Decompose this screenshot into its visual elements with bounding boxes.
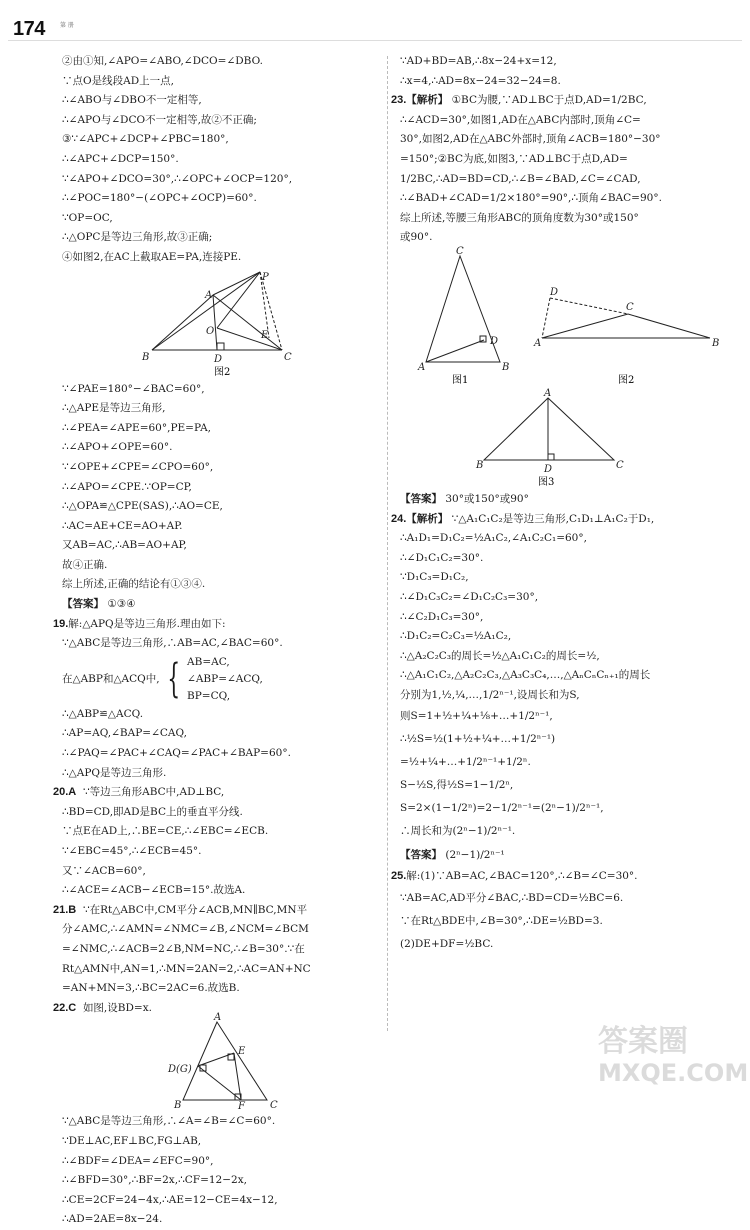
point-label: C <box>626 301 634 313</box>
left-column <box>53 52 380 1230</box>
text-line: =150°;②BC为底,如图3,∵AD⊥BC于点D,AD= <box>400 152 628 165</box>
text-line: ∴△A₁C₁C₂,△A₂C₂C₃,△A₃C₃C₄,…,△AₙCₙCₙ₊₁的周长 <box>400 669 651 682</box>
answer-value: 30°或150°或90° <box>445 492 529 505</box>
point-label: P <box>262 271 269 283</box>
text-line: ∵△A₁C₁C₂是等边三角形,C₁D₁⊥A₁C₂于D₁, <box>451 512 655 525</box>
text-line: ∴∠C₂D₁C₃=30°, <box>400 610 484 623</box>
question-20 <box>53 783 380 901</box>
figure-caption: 图1 <box>452 374 469 386</box>
answer-value: (2ⁿ−1)/2ⁿ⁻¹ <box>445 849 505 862</box>
text-line: ∵点O是线段AD上一点, <box>62 74 174 87</box>
text-line: ∵OP=OC, <box>62 211 113 224</box>
fraction: 1/2 <box>489 192 507 205</box>
point-label: D <box>550 286 559 298</box>
question-number: 19. <box>53 617 69 630</box>
text-line: ∵D₁C₃=D₁C₂, <box>400 571 469 584</box>
figure-3-triangle <box>400 387 720 488</box>
question-24 <box>391 510 722 844</box>
text-line: ∴∠ABO与∠DBO不一定相等, <box>62 94 202 107</box>
right-column <box>391 52 722 956</box>
question-22 <box>53 999 380 1230</box>
q18-part-a <box>62 52 380 268</box>
text-line: ∵∠PAE=180°−∠BAC=60°, <box>62 382 205 395</box>
text-line: ∵∠OPE+∠CPE=∠CPO=60°, <box>62 460 214 473</box>
text-line: ∴∠ACD=30°,如图1,AD在△ABC内部时,顶角∠C= <box>400 113 641 126</box>
watermark-line-2: MXQE.COM <box>598 1059 749 1087</box>
text-line: S=2×(1−1/2ⁿ)=2−1/2ⁿ⁻¹=(2ⁿ−1)/2ⁿ⁻¹, <box>400 802 604 815</box>
answer-24 <box>400 843 722 867</box>
point-label: B <box>142 351 150 363</box>
text-line: ∴∠D₁C₁C₂=30°. <box>400 551 484 564</box>
text-line: ∴∠POC=180°−(∠OPC+∠OCP)=60°. <box>62 192 257 205</box>
text-line: ∴△OPA≌△CPE(SAS),∴AO=CE, <box>62 500 223 513</box>
answer-23 <box>400 490 722 510</box>
text-line: Rt△AMN中,AN=1,∴MN=2AN=2,∴AC=AN+NC <box>62 962 311 975</box>
text-line: 故④正确. <box>62 558 108 571</box>
text-line: 又AB=AC,∴AB=AO+AP, <box>62 539 187 552</box>
point-label: B <box>476 459 484 471</box>
point-label: O <box>206 325 215 337</box>
question-number: 21. <box>53 903 69 916</box>
text-line: ∵在Rt△ABC中,CM平分∠ACB,MN∥BC,MN平 <box>82 903 308 916</box>
text-line: ④如图2,在AC上截取AE=PA,连接PE. <box>62 250 242 263</box>
text-line: 如图,设BD=x. <box>82 1001 152 1014</box>
text-line: =AN+MN=3,∴BC=2AC=6.故选B. <box>62 982 240 995</box>
text-line: ∴x=4,∴AD=8x−24=32−24=8. <box>400 74 561 87</box>
text-line: ∵∠APO+∠DCO=30°,∴∠OPC+∠OCP=120°, <box>62 172 293 185</box>
figure-2-triangle <box>62 270 362 378</box>
text-line: ∴½S=½(1+½+¼+…+1/2ⁿ⁻¹) <box>400 733 556 746</box>
point-label: B <box>174 1100 182 1112</box>
question-19 <box>53 615 380 784</box>
question-number: 20. <box>53 786 69 799</box>
answer-tag: 【答案】 <box>62 598 104 611</box>
text-line: ∵AB=AC,AD平分∠BAC,∴BD=CD=½BC=6. <box>400 892 624 905</box>
text-line: ∴AP=AQ,∠BAP=∠CAQ, <box>62 727 187 740</box>
text-line: ∴∠ACE=∠ACB−∠ECB=15°.故选A. <box>62 884 246 897</box>
text-line: ∴∠APO+∠OPE=60°. <box>62 441 173 454</box>
point-label: D <box>490 335 499 347</box>
text-line: ∵△ABC是等边三角形,∴AB=AC,∠BAC=60°. <box>62 637 283 650</box>
point-label: D(G) <box>168 1064 192 1076</box>
equation: AB=AC, <box>187 655 230 668</box>
text-line: ×180°=90°,∴顶角∠BAC=90°. <box>506 192 662 205</box>
text-line: ∴△OPC是等边三角形,故③正确; <box>62 231 213 244</box>
text-line: ∴CE=2CF=24−4x,∴AE=12−CE=4x−12, <box>62 1193 278 1206</box>
question-number: 22. <box>53 1001 69 1014</box>
text-line: ∴周长和为(2ⁿ−1)/2ⁿ⁻¹. <box>400 825 516 838</box>
text-line: 30°,如图2,AD在△ABC外部时,顶角∠ACB=180°−30° <box>400 133 661 146</box>
text-line: ∴∠PAQ=∠PAC+∠CAQ=∠PAC+∠BAP=60°. <box>62 747 291 760</box>
point-label: A <box>205 289 213 301</box>
text-line: ∴△APE是等边三角形, <box>62 402 166 415</box>
text-line: ∴A₁D₁=D₁C₂=½A₁C₂,∠A₁C₂C₁=60°, <box>400 532 587 545</box>
text-line: ∵点E在AD上,∴BE=CE,∴∠EBC=∠ECB. <box>62 825 269 838</box>
text-line: 又∵∠ACB=60°, <box>62 864 146 877</box>
fraction: 1/2 <box>610 94 628 107</box>
text-line: ①BC为腰,∵AD⊥BC于点D,AD= <box>451 94 611 107</box>
point-label: B <box>712 337 720 349</box>
header-rule <box>8 40 742 41</box>
text-line: 则S=1+½+¼+⅛+…+1/2ⁿ⁻¹, <box>400 710 553 723</box>
column-divider <box>387 56 388 1031</box>
point-label: D <box>544 463 553 475</box>
text-line: =½+¼+…+1/2ⁿ⁻¹+1/2ⁿ. <box>400 756 531 769</box>
text-line: 在△ABP和△ACQ中, <box>62 672 160 685</box>
analysis-tag: 【解析】 <box>406 94 449 107</box>
question-23 <box>391 91 722 248</box>
answer-tag: 【答案】 <box>400 492 442 505</box>
text-line: ∴∠BFD=30°,∴BF=2x,∴CF=12−2x, <box>62 1174 247 1187</box>
figure-22-triangle <box>62 1012 362 1113</box>
text-line: ∴△A₂C₂C₃的周长=½△A₁C₁C₂的周长=½, <box>400 649 600 662</box>
choice-answer: B <box>68 903 77 916</box>
text-line: ∴∠PEA=∠APE=60°,PE=PA, <box>62 421 211 434</box>
equation: BP=CQ, <box>187 689 231 702</box>
text-line: ∵AD+BD=AB,∴8x−24+x=12, <box>400 55 557 67</box>
point-label: A <box>418 361 426 373</box>
text-line: 或90°. <box>400 231 433 244</box>
figure-caption: 图2 <box>618 374 635 386</box>
fraction: 1/2 <box>400 172 417 185</box>
figure-caption: 图2 <box>214 366 231 378</box>
page-number: 174 <box>13 18 45 40</box>
text-line: 综上所述,正确的结论有①③④. <box>62 578 206 591</box>
text-line: ∴∠BDF=∠DEA=∠EFC=90°, <box>62 1154 214 1167</box>
text-line: ∴∠D₁C₃C₂=∠D₁C₂C₃=30°, <box>400 590 539 603</box>
text-line: ③∵∠APC+∠DCP+∠PBC=180°, <box>62 133 229 146</box>
text-line: ∴∠APO=∠CPE.∵OP=CP, <box>62 480 192 493</box>
left-brace: { <box>166 656 180 703</box>
point-label: A <box>214 1012 222 1024</box>
text-line: ∴AD=2AE=8x−24. <box>62 1213 163 1226</box>
watermark-line-1: 答案圈 <box>598 1024 688 1059</box>
point-label: B <box>502 361 510 373</box>
text-line: ∵△ABC是等边三角形,∴∠A=∠B=∠C=60°. <box>62 1115 276 1128</box>
text-line: BC,∴AD=BD=CD,∴∠B=∠BAD,∠C=∠CAD, <box>416 172 641 185</box>
point-label: C <box>456 245 464 257</box>
analysis-tag: 【解析】 <box>406 512 449 525</box>
point-label: E <box>261 329 269 341</box>
equation: ∠ABP=∠ACQ, <box>187 672 263 685</box>
text-line: ∴△ABP≌△ACQ. <box>62 707 144 720</box>
point-label: C <box>270 1100 278 1112</box>
text-line: 解:△APQ是等边三角形.理由如下: <box>68 617 226 630</box>
page-mark: 第 册 <box>60 22 74 29</box>
text-line: ∴△APQ是等边三角形. <box>62 766 167 779</box>
text-line: (2)DE+DF=½BC. <box>400 938 494 951</box>
point-label: C <box>284 351 292 363</box>
point-label: A <box>534 337 542 349</box>
equation-system-row <box>62 654 380 705</box>
text-line: 综上所述,等腰三角形ABC的顶角度数为30°或150° <box>400 211 639 224</box>
choice-answer: A <box>68 786 77 799</box>
choice-answer: C <box>68 1001 77 1014</box>
figure-caption: 图3 <box>538 476 555 488</box>
text-line: 分∠AMC,∴∠AMN=∠NMC=∠B,∠NCM=∠BCM <box>62 923 309 936</box>
text-line: S−½S,得½S=1−1/2ⁿ, <box>400 779 514 792</box>
text-line: ∴∠APO与∠DCO不一定相等,故②不正确; <box>62 113 257 126</box>
text-line: ∴BD=CD,即AD是BC上的垂直平分线. <box>62 805 243 818</box>
point-label: E <box>238 1046 246 1058</box>
question-25 <box>391 867 722 956</box>
text-line: 分别为1,½,¼,…,1/2ⁿ⁻¹,设周长和为S, <box>400 688 580 701</box>
text-line: ∵DE⊥AC,EF⊥BC,FG⊥AB, <box>62 1134 202 1147</box>
figures-1-2 <box>400 245 720 388</box>
point-label: F <box>238 1101 245 1113</box>
text-line: ∴∠APC+∠DCP=150°. <box>62 152 179 165</box>
question-number: 24. <box>391 512 407 525</box>
watermark-logo <box>594 1015 749 1087</box>
point-label: A <box>544 387 552 399</box>
q18-part-b <box>62 380 380 596</box>
answer-tag: 【答案】 <box>400 849 442 862</box>
question-number: 23. <box>391 94 407 107</box>
text-line: ∵等边三角形ABC中,AD⊥BC, <box>82 786 225 799</box>
text-line: ∵在Rt△BDE中,∠B=30°,∴DE=½BD=3. <box>400 915 603 928</box>
text-line: ②由①知,∠APO=∠ABO,∠DCO=∠DBO. <box>62 55 263 67</box>
text-line: =∠NMC,∴∠ACB=2∠B,NM=NC,∴∠B=30°.∵在 <box>62 942 305 955</box>
equation-system <box>187 654 263 705</box>
answer-18 <box>62 595 380 615</box>
text-line: ∵∠EBC=45°,∴∠ECB=45°. <box>62 845 202 857</box>
point-label: D <box>214 353 223 365</box>
text-line: ∴∠BAD+∠CAD= <box>400 192 490 205</box>
text-line: BC, <box>627 94 647 107</box>
text-line: ∴D₁C₂=C₂C₃=½A₁C₂, <box>400 630 512 643</box>
question-21 <box>53 901 380 999</box>
text-line: ∴AC=AE+CE=AO+AP. <box>62 519 183 532</box>
question-number: 25. <box>391 870 407 883</box>
point-label: C <box>616 459 624 471</box>
answer-value: ①③④ <box>107 598 136 611</box>
text-line: 解:(1)∵AB=AC,∠BAC=120°,∴∠B=∠C=30°. <box>406 870 638 883</box>
